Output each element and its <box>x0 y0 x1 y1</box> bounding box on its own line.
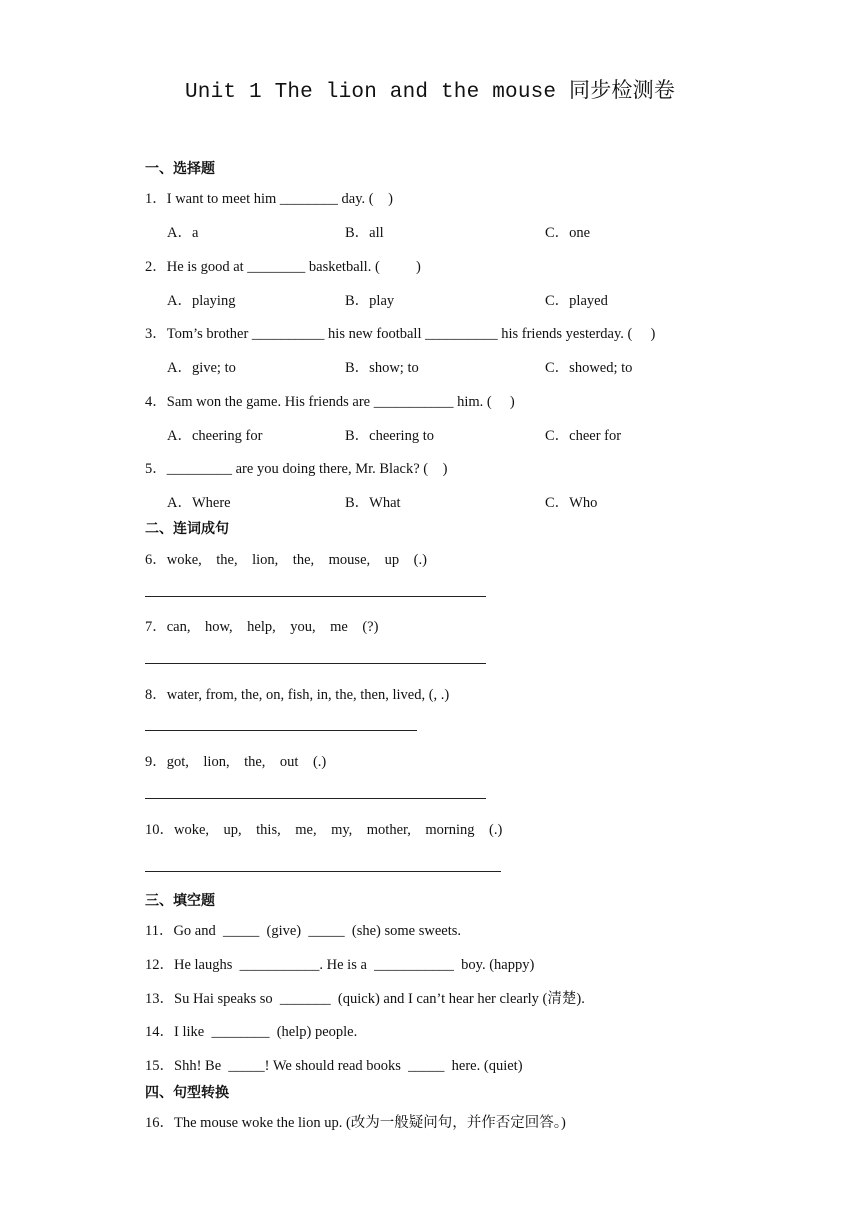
q3-option-c: C．showed; to <box>545 360 633 376</box>
page-title: Unit 1 The lion and the mouse 同步检测卷 <box>184 81 676 104</box>
answer-line-8 <box>145 730 417 731</box>
q2-option-c: C．played <box>545 293 608 309</box>
question-2: 2．He is good at ________ basketball. ( ) <box>145 259 421 275</box>
answer-line-10 <box>145 871 501 872</box>
q2-option-b: B．play <box>345 293 395 309</box>
question-12: 12．He laughs ___________. He is a ___________ boy. (happy) <box>145 957 535 973</box>
question-15: 15．Shh! Be _____! We should read books _____ here. (quiet) <box>145 1058 523 1074</box>
q2-option-a: A．playing <box>167 293 236 309</box>
q1-option-c: C．one <box>545 225 591 241</box>
q5-option-c: C．Who <box>545 495 598 511</box>
q5-option-b: B．What <box>345 495 401 511</box>
question-5: 5．_________ are you doing there, Mr. Black? ( ) <box>145 461 448 477</box>
q4-option-b: B．cheering to <box>345 428 434 444</box>
section-heading-word-order: 二、连词成句 <box>145 521 229 537</box>
section-heading-choice: 一、选择题 <box>145 161 215 177</box>
answer-line-7 <box>145 663 486 664</box>
q4-option-c: C．cheer for <box>545 428 622 444</box>
question-7: 7．can, how, help, you, me (?) <box>145 619 379 635</box>
question-10: 10．woke, up, this, me, my, mother, morning (.) <box>145 822 503 838</box>
answer-line-6 <box>145 596 486 597</box>
section-heading-transform: 四、句型转换 <box>145 1085 229 1101</box>
question-13: 13．Su Hai speaks so _______ (quick) and I can’t hear her clearly (清楚). <box>145 991 585 1007</box>
answer-line-9 <box>145 798 486 799</box>
question-1: 1．I want to meet him ________ day. ( ) <box>145 191 393 207</box>
q3-option-b: B．show; to <box>345 360 419 376</box>
question-6: 6．woke, the, lion, the, mouse, up (.) <box>145 552 427 568</box>
section-heading-fill-blanks: 三、填空题 <box>145 893 215 909</box>
q5-option-a: A．Where <box>167 495 231 511</box>
q4-option-a: A．cheering for <box>167 428 263 444</box>
question-4: 4．Sam won the game. His friends are ___________ him. ( ) <box>145 394 515 410</box>
question-9: 9．got, lion, the, out (.) <box>145 754 327 770</box>
question-16: 16．The mouse woke the lion up. (改为一般疑问句，并作否定回答。) <box>145 1115 566 1131</box>
question-11: 11．Go and _____ (give) _____ (she) some sweets. <box>145 923 461 939</box>
question-14: 14．I like ________ (help) people. <box>145 1024 358 1040</box>
q1-option-b: B．all <box>345 225 384 241</box>
q3-option-a: A．give; to <box>167 360 236 376</box>
question-8: 8．water, from, the, on, fish, in, the, then, lived, (, .) <box>145 687 450 703</box>
q1-option-a: A．a <box>167 225 199 241</box>
question-3: 3．Tom’s brother __________ his new football __________ his friends yesterday. ( ) <box>145 326 656 342</box>
